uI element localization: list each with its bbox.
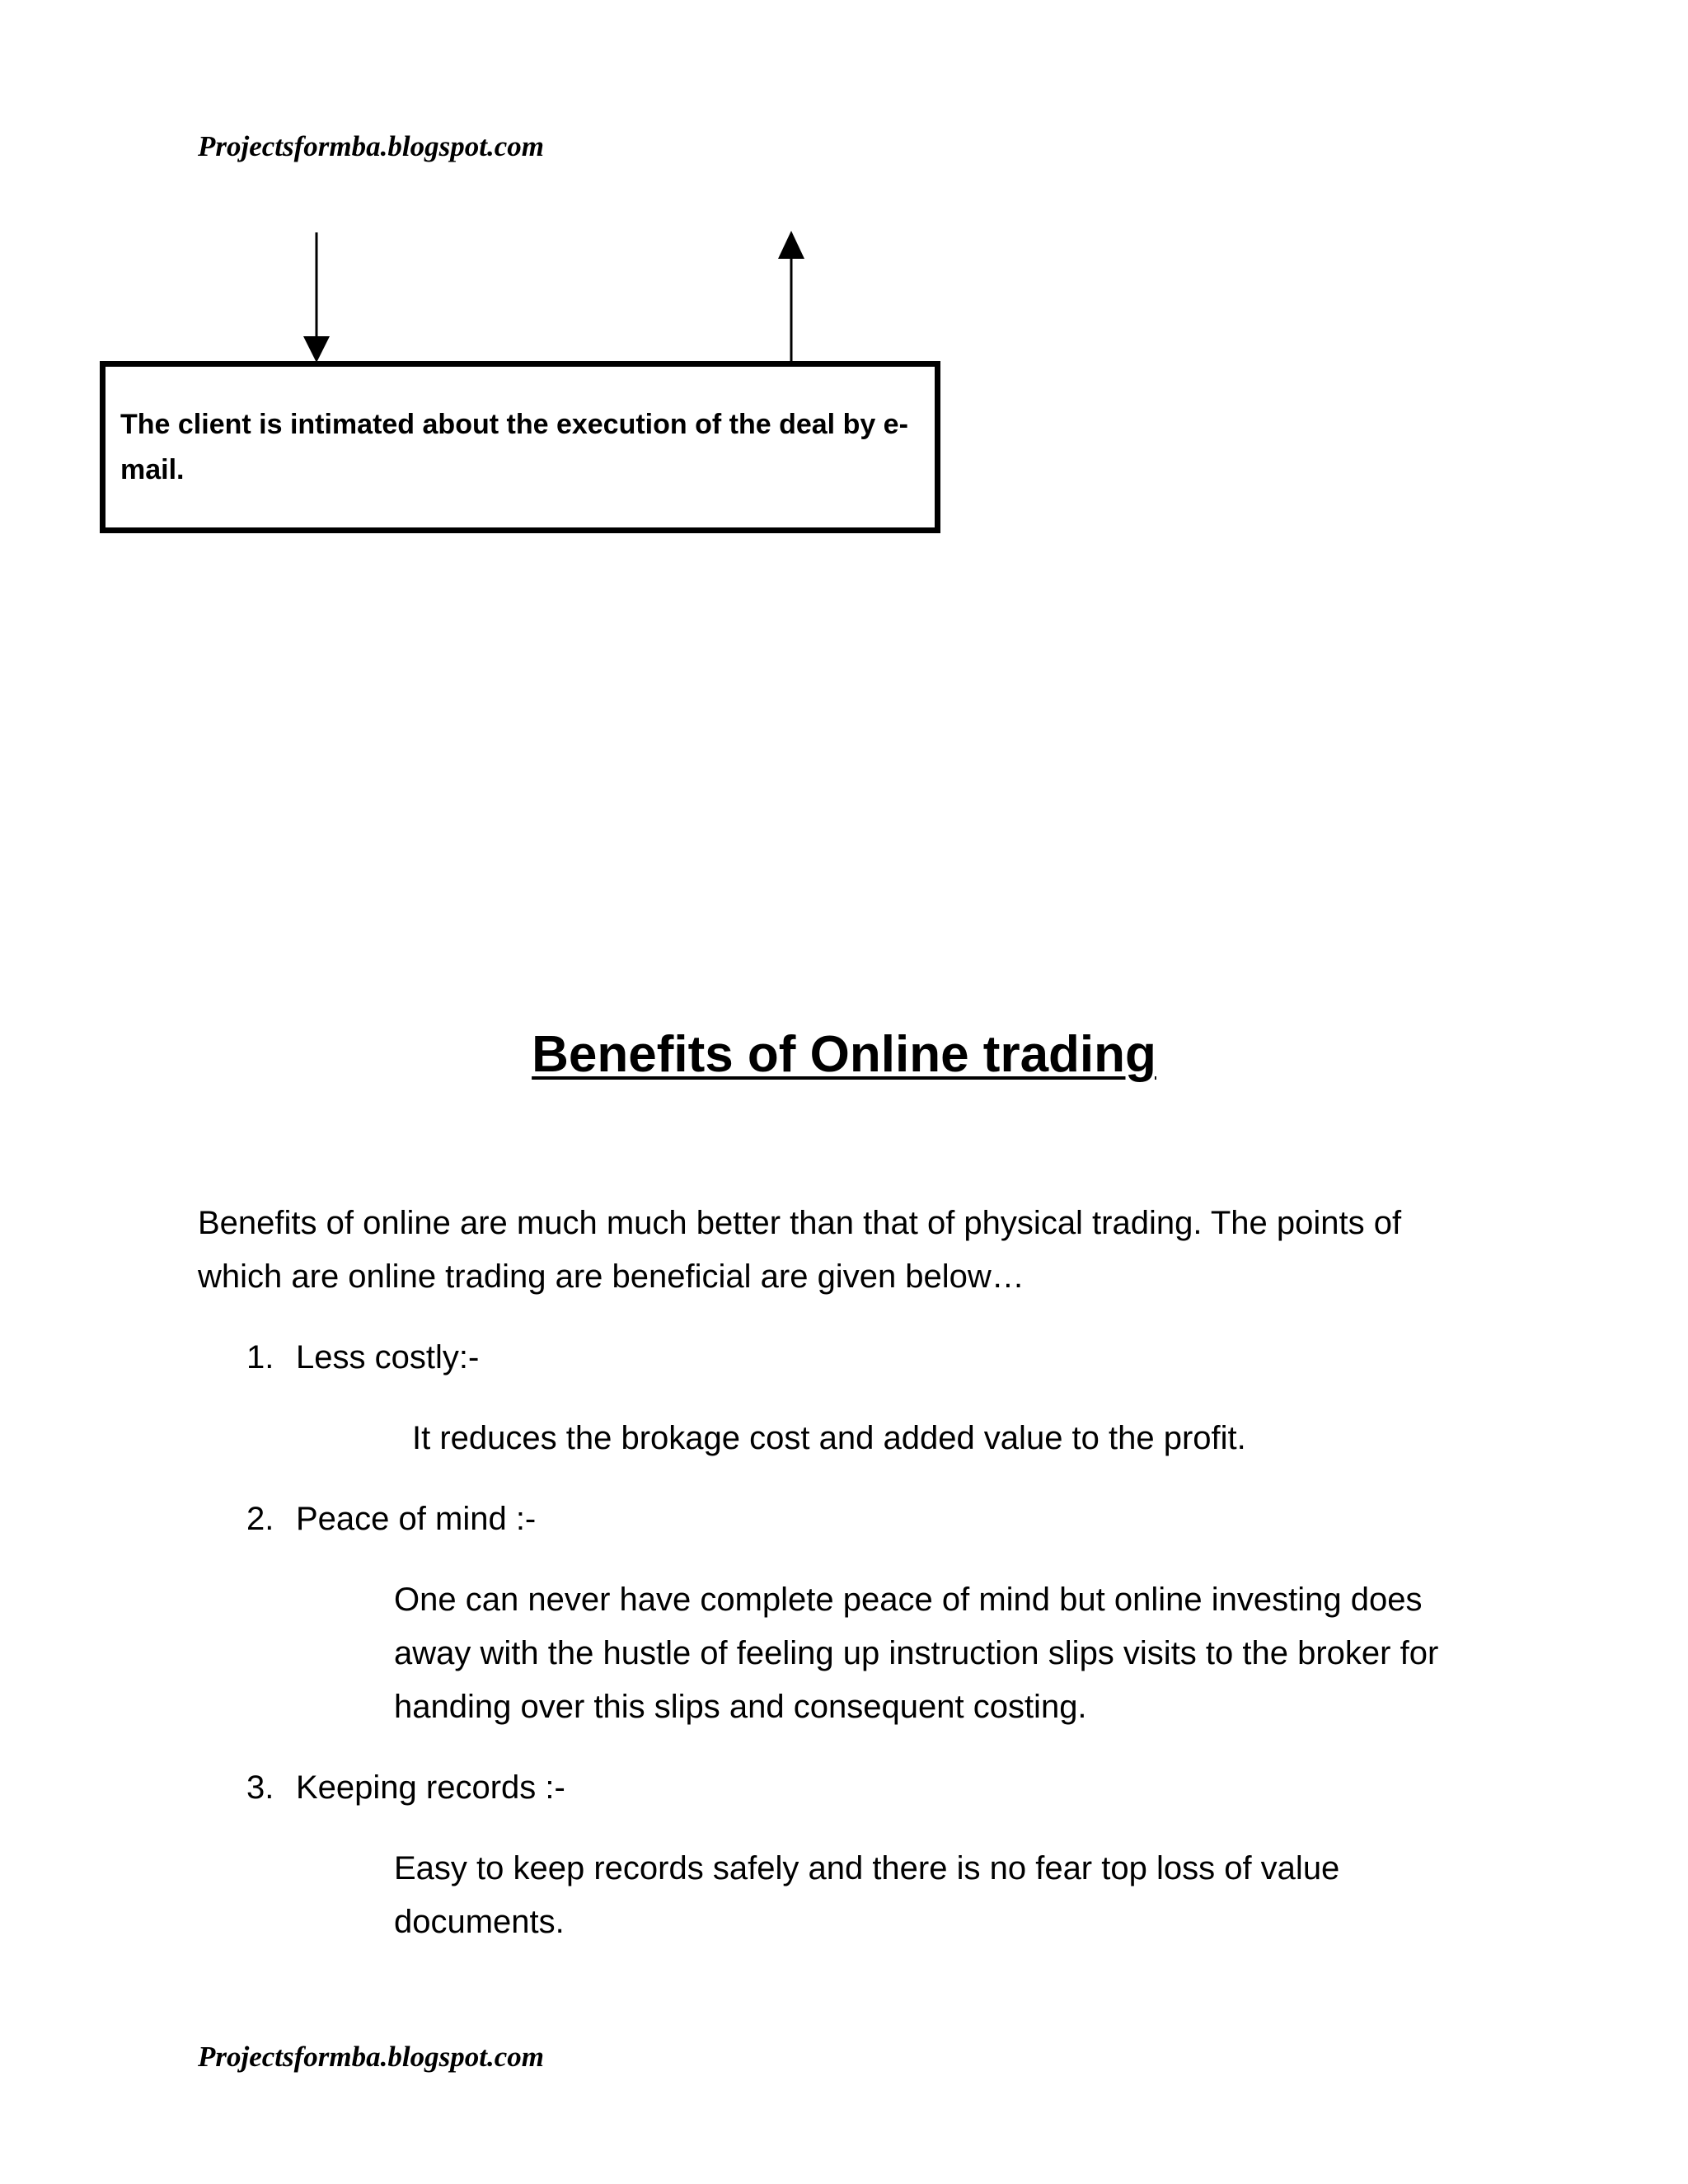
benefit-number: 3. bbox=[246, 1769, 274, 1806]
down-arrow-head bbox=[303, 336, 330, 363]
benefit-title: Keeping records :- bbox=[296, 1769, 565, 1806]
benefit-item-3 bbox=[246, 1761, 565, 1815]
benefit-number: 2. bbox=[246, 1501, 274, 1537]
up-arrow-head bbox=[778, 231, 804, 259]
benefit-title: Less costly:- bbox=[296, 1339, 480, 1376]
benefit-description-3: Easy to keep records safely and there is no fear top loss of value documents. bbox=[394, 1850, 1340, 1940]
intro-paragraph: Benefits of online are much much better than that of physical trading. The points of which are online trading are beneficial are given below… bbox=[198, 1205, 1402, 1295]
benefit-description-1: It reduces the brokage cost and added value to the profit. bbox=[412, 1420, 1246, 1456]
flowchart-box-text: The client is intimated about the execution of the deal by e-mail. bbox=[120, 409, 908, 485]
benefit-title: Peace of mind :- bbox=[296, 1501, 537, 1537]
benefit-item-1 bbox=[246, 1331, 479, 1385]
page-footer-watermark: Projectsformba.blogspot.com bbox=[198, 2041, 544, 2073]
benefit-description-2: One can never have complete peace of mind but online investing does away with the hustle of feeling up instruction slips visits to the broker for handing over this slips and consequent costing. bbox=[394, 1582, 1439, 1725]
section-heading: Benefits of Online trading bbox=[532, 1026, 1156, 1083]
benefit-item-2 bbox=[246, 1493, 536, 1546]
page-header-watermark: Projectsformba.blogspot.com bbox=[198, 130, 544, 162]
benefit-number: 1. bbox=[246, 1339, 274, 1376]
